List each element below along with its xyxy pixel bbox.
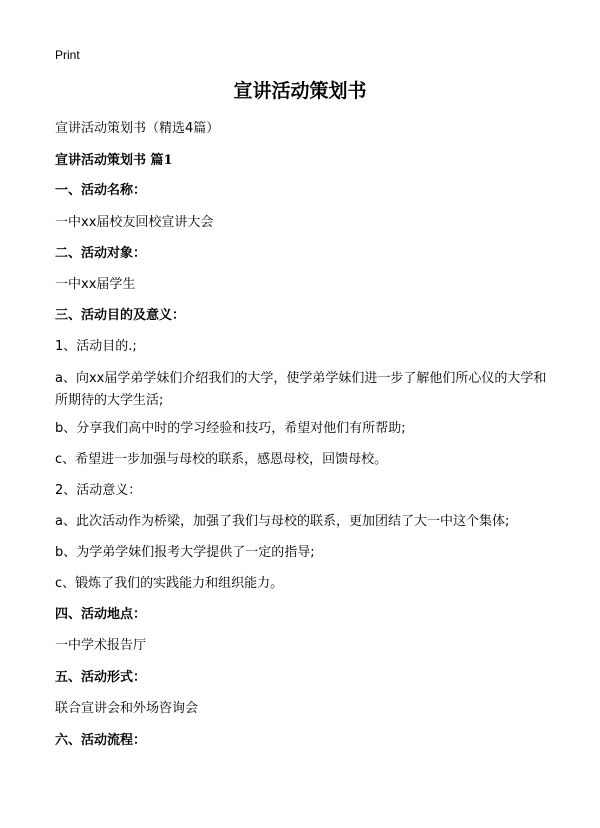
purpose-item-b: b、分享我们高中时的学习经验和技巧，希望对他们有所帮助; <box>55 421 406 436</box>
purpose-subheading: 1、活动目的.; <box>55 339 137 354</box>
purpose-item-a: a、向xx届学弟学妹们介绍我们的大学，使学弟学妹们进一步了解他们所心仪的大学和所期待的大学生活; <box>55 371 547 408</box>
section-heading-process: 六、活动流程： <box>55 733 147 748</box>
print-label: Print <box>55 48 80 62</box>
section-heading-purpose: 三、活动目的及意义： <box>55 308 186 323</box>
significance-item-c: c、锻炼了我们的实践能力和组织能力。 <box>55 576 284 591</box>
section-text-audience: 一中xx届学生 <box>55 277 136 292</box>
section-heading-location: 四、活动地点： <box>55 607 147 622</box>
section-text-format: 联合宣讲会和外场咨询会 <box>55 701 199 716</box>
significance-item-a: a、此次活动作为桥梁，加强了我们与母校的联系，更加团结了大一中这个集体; <box>55 514 510 529</box>
document-title: 宣讲活动策划书 <box>233 80 367 102</box>
significance-item-b: b、为学弟学妹们报考大学提供了一定的指导; <box>55 545 315 560</box>
section-heading-format: 五、活动形式： <box>55 670 147 685</box>
document-subtitle: 宣讲活动策划书（精选4篇） <box>55 121 220 136</box>
purpose-item-c: c、希望进一步加强与母校的联系，感恩母校，回馈母校。 <box>55 452 388 467</box>
section-text-name: 一中xx届校友回校宣讲大会 <box>55 215 214 230</box>
section-text-location: 一中学术报告厅 <box>55 638 147 653</box>
part-heading: 宣讲活动策划书 篇1 <box>55 153 173 168</box>
significance-subheading: 2、活动意义： <box>55 483 142 498</box>
section-heading-name: 一、活动名称： <box>55 183 147 198</box>
section-heading-audience: 二、活动对象： <box>55 246 147 261</box>
